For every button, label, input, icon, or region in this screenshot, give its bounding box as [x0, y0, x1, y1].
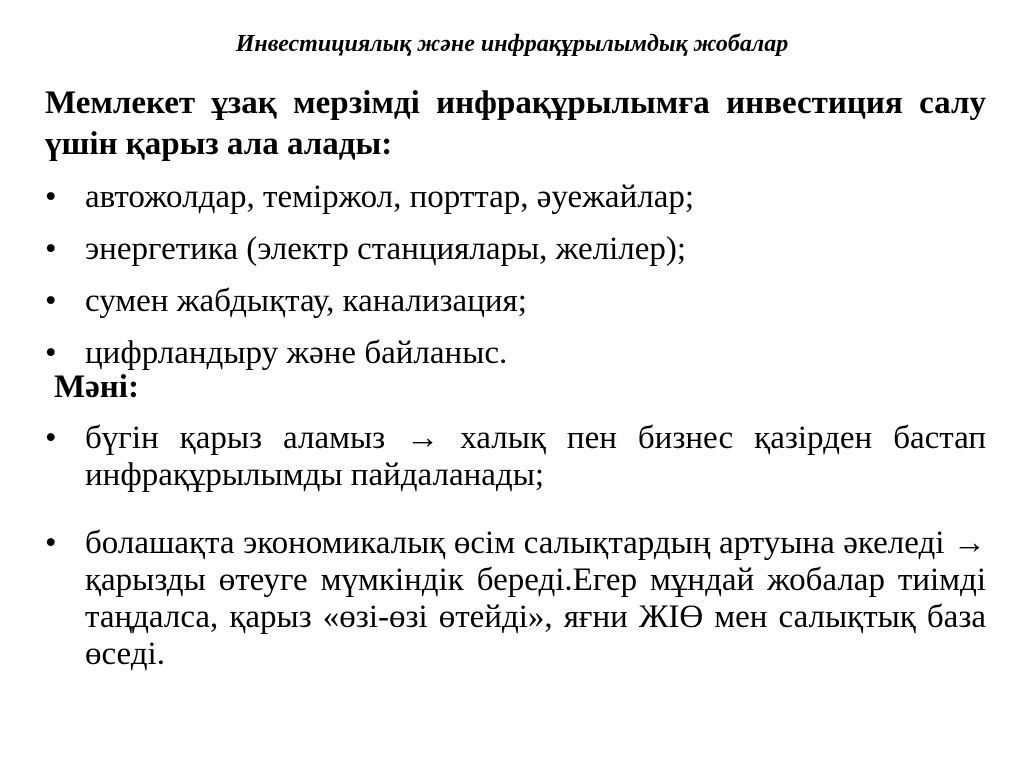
meaning-heading: Мәні: [54, 369, 139, 405]
list-item [45, 231, 986, 283]
list-item [45, 283, 986, 335]
intro-paragraph: Мемлекет ұзақ мерзімді инфрақұрылымға инвестиция салу үшін қарыз ала алады: [45, 85, 986, 162]
list-item-text: бүгін қарыз аламыз → халық пен бизнес қазірден бастап инфрақұрылымды пайдаланады; [85, 420, 986, 493]
bullet-icon: • [45, 525, 57, 561]
bullet-icon: • [45, 231, 57, 267]
bullet-icon: • [45, 283, 57, 319]
list-item-text: автожолдар, теміржол, порттар, әуежайлар; [85, 179, 695, 215]
list-item-text: сумен жабдықтау, канализация; [85, 283, 527, 319]
list-item-text: болашақта экономикалық өсім салықтардың артуына әкеледі → қарызды өтеуге мүмкіндік береді.Егер мұндай жобалар тиімді таңдалса, қарыз «өзі-өзі өтейді», яғни ЖІӨ мен салықтық база өседі. [85, 525, 986, 672]
bullet-icon: • [45, 179, 57, 215]
list-item [45, 335, 986, 387]
slide-title: Инвестициялық және инфрақұрылымдық жобалар [235, 31, 789, 57]
bullet-icon: • [45, 335, 57, 371]
list-item-text: цифрландыру және байланыс. [85, 335, 508, 371]
list-item [45, 179, 986, 231]
infrastructure-list [45, 179, 986, 387]
list-item-text: энергетика (электр станциялары, желілер); [85, 231, 687, 267]
bullet-icon: • [45, 420, 57, 456]
list-item [45, 420, 986, 494]
meaning-list [45, 420, 986, 673]
list-item [45, 525, 986, 673]
